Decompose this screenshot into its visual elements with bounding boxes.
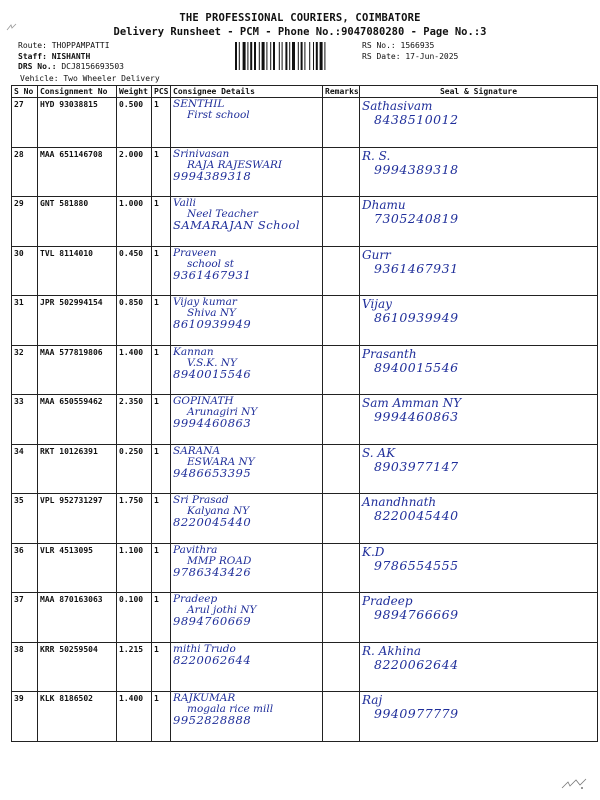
col-header-pcs: PCS	[152, 86, 171, 98]
row-seal-signature	[360, 296, 598, 346]
row-weight: 1.400	[117, 345, 152, 395]
barcode-bar	[250, 42, 252, 70]
row-sno: 38	[12, 642, 38, 692]
barcode-bar	[243, 42, 246, 70]
consignee-phone: 8610939949	[173, 317, 252, 331]
row-sno: 31	[12, 296, 38, 346]
barcode-bar	[292, 42, 295, 70]
consignee-name: mithi Trudo	[173, 642, 236, 655]
consignee-address: V.S.K. NY	[187, 356, 237, 369]
rs-date-label: RS Date:	[362, 51, 401, 61]
signature-phone: 9894766669	[374, 607, 459, 622]
signature-phone: 9994460863	[374, 409, 459, 424]
col-header-signature: Seal & Signature	[360, 86, 598, 98]
runsheet-subtitle: Delivery Runsheet - PCM - Phone No.:9047080280 - Page No.:3	[113, 26, 487, 38]
col-header-remarks: Remarks	[323, 86, 360, 98]
consignee-address: MMP ROAD	[187, 554, 252, 567]
barcode-bar	[313, 42, 314, 70]
consignee-address: Kalyana NY	[187, 505, 250, 517]
row-consignment-no: VLR 4513095	[38, 543, 117, 593]
col-header-consignee: Consignee Details	[171, 86, 323, 98]
barcode-bar	[289, 42, 290, 70]
signature-phone: 8438510012	[374, 112, 459, 127]
staff-label: Staff:	[18, 51, 47, 61]
consignee-address: Arul jothi NY	[187, 604, 257, 616]
table-row	[12, 494, 598, 544]
row-consignee-details	[171, 296, 323, 346]
consignee-name: Vijay kumar	[173, 296, 237, 308]
row-weight: 1.215	[117, 642, 152, 692]
drs-line	[18, 62, 124, 73]
vehicle-value: Two Wheeler Delivery	[63, 74, 160, 83]
row-weight: 0.450	[117, 246, 152, 296]
row-pcs: 1	[152, 147, 171, 197]
consignee-address: Shiva NY	[187, 307, 236, 319]
signature-phone: 8610939949	[374, 310, 459, 325]
signature-text: Sam Amman NY	[362, 396, 462, 410]
row-pcs: 1	[152, 345, 171, 395]
row-pcs: 1	[152, 296, 171, 346]
table-row	[12, 197, 598, 247]
row-remarks	[323, 692, 360, 742]
barcode-bar	[259, 42, 260, 70]
row-seal-signature	[360, 593, 598, 643]
signature-text: Prasanth	[362, 346, 417, 361]
table-row	[12, 642, 598, 692]
row-sno: 37	[12, 593, 38, 643]
consignee-phone: 9994460863	[173, 416, 252, 430]
row-sno: 28	[12, 147, 38, 197]
runsheet-table	[11, 85, 598, 742]
consignee-address: Neel Teacher	[187, 208, 258, 220]
row-remarks	[323, 494, 360, 544]
consignee-phone: 9786343426	[173, 564, 252, 579]
row-seal-signature	[360, 692, 598, 742]
row-remarks	[323, 147, 360, 197]
row-remarks	[323, 98, 360, 148]
signature-phone: 8220045440	[374, 508, 459, 523]
route-line	[18, 41, 124, 52]
row-pcs: 1	[152, 593, 171, 643]
rs-no-line	[362, 41, 458, 52]
signature-text: R. Akhina	[362, 643, 422, 658]
consignee-phone: 9486653395	[173, 465, 252, 480]
row-consignment-no: KLK 8186502	[38, 692, 117, 742]
consignee-phone: 9361467931	[173, 267, 252, 282]
table-row	[12, 444, 598, 494]
staff-line	[18, 52, 124, 63]
signature-phone: 9994389318	[374, 161, 459, 177]
row-seal-signature	[360, 345, 598, 395]
row-pcs: 1	[152, 494, 171, 544]
row-consignment-no: TVL 8114010	[38, 246, 117, 296]
rs-date-line	[362, 52, 458, 63]
consignee-name: RAJKUMAR	[173, 692, 236, 704]
consignee-name: Sri Prasad	[173, 494, 229, 506]
barcode-bar	[270, 42, 271, 70]
barcode-bar	[309, 42, 310, 70]
row-seal-signature	[360, 543, 598, 593]
signature-text: Vijay	[362, 297, 392, 311]
row-pcs: 1	[152, 197, 171, 247]
row-sno: 32	[12, 345, 38, 395]
barcode-bar	[266, 42, 267, 70]
row-consignment-no: RKT 10126391	[38, 444, 117, 494]
consignee-address: RAJA RAJESWARI	[187, 158, 283, 171]
barcode-icon	[235, 42, 353, 70]
barcode-bar	[324, 42, 325, 70]
signature-text: K.D	[362, 544, 385, 559]
consignee-address: First school	[187, 109, 250, 121]
row-weight: 0.500	[117, 98, 152, 148]
row-pcs: 1	[152, 692, 171, 742]
row-seal-signature	[360, 246, 598, 296]
row-consignee-details	[171, 692, 323, 742]
row-consignee-details	[171, 642, 323, 692]
barcode-bar	[239, 42, 240, 70]
table-row	[12, 296, 598, 346]
row-consignee-details	[171, 246, 323, 296]
signature-phone: 9940977779	[374, 706, 459, 721]
barcode-bar	[282, 42, 283, 70]
row-consignee-details	[171, 593, 323, 643]
signature-phone: 8940015546	[374, 359, 459, 375]
row-weight: 1.000	[117, 197, 152, 247]
consignee-phone: 8940015546	[173, 366, 252, 381]
row-consignment-no: MAA 650559462	[38, 395, 117, 445]
row-consignee-details	[171, 197, 323, 247]
row-seal-signature	[360, 494, 598, 544]
row-weight: 0.250	[117, 444, 152, 494]
vehicle-line	[20, 74, 160, 83]
signature-text: S. AK	[362, 445, 396, 460]
row-consignee-details	[171, 98, 323, 148]
row-seal-signature	[360, 197, 598, 247]
row-weight: 1.100	[117, 543, 152, 593]
table-row	[12, 395, 598, 445]
consignee-name: Pavithra	[173, 543, 218, 556]
barcode-bar	[273, 42, 275, 70]
signature-text: Anandhnath	[362, 495, 437, 509]
consignee-address: mogala rice mill	[187, 703, 274, 715]
barcode-bar	[304, 42, 305, 70]
drs-label: DRS No.:	[18, 62, 57, 71]
signature-phone: 8220062644	[374, 656, 459, 672]
runsheet-header	[0, 12, 600, 38]
barcode-bar	[316, 42, 318, 70]
row-consignment-no: MAA 651146708	[38, 147, 117, 197]
consignee-name: Kannan	[173, 345, 214, 358]
signature-phone: 8903977147	[374, 458, 459, 474]
barcode-bar	[262, 42, 265, 70]
row-seal-signature	[360, 98, 598, 148]
row-consignee-details	[171, 543, 323, 593]
consignee-address: ESWARA NY	[187, 455, 255, 468]
table-row	[12, 593, 598, 643]
row-remarks	[323, 543, 360, 593]
signature-text: Gurr	[362, 247, 391, 262]
table-row	[12, 543, 598, 593]
row-sno: 29	[12, 197, 38, 247]
row-pcs: 1	[152, 444, 171, 494]
barcode-bar	[320, 42, 323, 70]
signature-text: R. S.	[362, 148, 391, 163]
signature-phone: 9786554555	[374, 557, 459, 573]
consignee-address: school st	[187, 257, 234, 270]
row-consignment-no: GNT 581880	[38, 197, 117, 247]
consignee-phone: 9894760669	[173, 614, 252, 628]
row-weight: 1.750	[117, 494, 152, 544]
row-pcs: 1	[152, 98, 171, 148]
signature-text: Dhamu	[362, 198, 406, 212]
table-row	[12, 246, 598, 296]
row-consignment-no: HYD 93038815	[38, 98, 117, 148]
barcode-bar	[254, 42, 256, 70]
meta-left-block	[18, 41, 124, 73]
barcode-bar	[298, 42, 299, 70]
rs-no-label: RS No.:	[362, 41, 396, 50]
row-sno: 36	[12, 543, 38, 593]
consignee-name: SENTHIL	[173, 98, 225, 110]
row-remarks	[323, 642, 360, 692]
row-consignee-details	[171, 147, 323, 197]
row-remarks	[323, 345, 360, 395]
barcode-bar	[235, 42, 237, 70]
row-consignee-details	[171, 494, 323, 544]
row-weight: 2.000	[117, 147, 152, 197]
row-remarks	[323, 395, 360, 445]
row-seal-signature	[360, 147, 598, 197]
consignee-phone: 9994389318	[173, 168, 252, 183]
row-weight: 1.400	[117, 692, 152, 742]
rs-date-value: 17-Jun-2025	[405, 51, 459, 61]
row-sno: 33	[12, 395, 38, 445]
vehicle-label: Vehicle:	[20, 74, 59, 83]
signature-phone: 7305240819	[374, 211, 459, 226]
row-sno: 27	[12, 98, 38, 148]
row-sno: 39	[12, 692, 38, 742]
consignee-name: Praveen	[173, 246, 217, 259]
consignee-name: Pradeep	[173, 593, 218, 605]
table-row	[12, 147, 598, 197]
table-row	[12, 98, 598, 148]
consignee-phone: 8220062644	[173, 652, 252, 667]
row-seal-signature	[360, 444, 598, 494]
row-consignee-details	[171, 395, 323, 445]
row-remarks	[323, 296, 360, 346]
company-title: THE PROFESSIONAL COURIERS, COIMBATORE	[179, 12, 421, 24]
row-weight: 0.100	[117, 593, 152, 643]
row-pcs: 1	[152, 642, 171, 692]
signature-text: Sathasivam	[362, 99, 433, 113]
row-pcs: 1	[152, 543, 171, 593]
row-sno: 35	[12, 494, 38, 544]
row-consignee-details	[171, 444, 323, 494]
row-consignment-no: VPL 952731297	[38, 494, 117, 544]
row-pcs: 1	[152, 246, 171, 296]
rs-no-value: 1566935	[400, 41, 435, 50]
signature-text: Raj	[362, 693, 383, 707]
row-remarks	[323, 246, 360, 296]
row-remarks	[323, 197, 360, 247]
consignee-name: Valli	[173, 197, 196, 209]
route-label: Route:	[18, 41, 47, 50]
barcode-bar	[279, 42, 280, 70]
row-seal-signature	[360, 642, 598, 692]
consignee-name: SARANA	[173, 444, 221, 457]
barcode-bar	[301, 42, 303, 70]
barcode-bar	[247, 42, 248, 70]
consignee-phone: 8220045440	[173, 515, 252, 529]
col-header-sno: S No	[12, 86, 38, 98]
table-header-row	[12, 86, 598, 98]
consignee-name: Srinivasan	[173, 147, 230, 160]
row-remarks	[323, 593, 360, 643]
consignee-name: GOPINATH	[173, 395, 234, 407]
row-remarks	[323, 444, 360, 494]
row-consignment-no: JPR 502994154	[38, 296, 117, 346]
row-consignment-no: MAA 870163063	[38, 593, 117, 643]
row-weight: 2.350	[117, 395, 152, 445]
row-seal-signature	[360, 395, 598, 445]
meta-right-block	[362, 41, 458, 62]
consignee-phone: 9952828888	[173, 713, 252, 727]
table-row	[12, 345, 598, 395]
col-header-consignment: Consignment No	[38, 86, 117, 98]
row-sno: 30	[12, 246, 38, 296]
row-pcs: 1	[152, 395, 171, 445]
staff-value: NISHANTH	[51, 51, 91, 61]
signature-phone: 9361467931	[374, 260, 459, 276]
route-value: THOPPAMPATTI	[51, 41, 110, 50]
table-row	[12, 692, 598, 742]
barcode-bar	[285, 42, 287, 70]
consignee-address: Arunagiri NY	[187, 406, 258, 418]
row-consignment-no: KRR 50259504	[38, 642, 117, 692]
row-consignee-details	[171, 345, 323, 395]
row-sno: 34	[12, 444, 38, 494]
row-weight: 0.850	[117, 296, 152, 346]
stray-scribble-icon	[560, 776, 588, 792]
row-consignment-no: MAA 577819806	[38, 345, 117, 395]
signature-text: Pradeep	[362, 594, 413, 608]
drs-value: DCJ8156693503	[61, 62, 124, 71]
col-header-weight: Weight	[117, 86, 152, 98]
consignee-phone: SAMARAJAN School	[173, 218, 301, 232]
